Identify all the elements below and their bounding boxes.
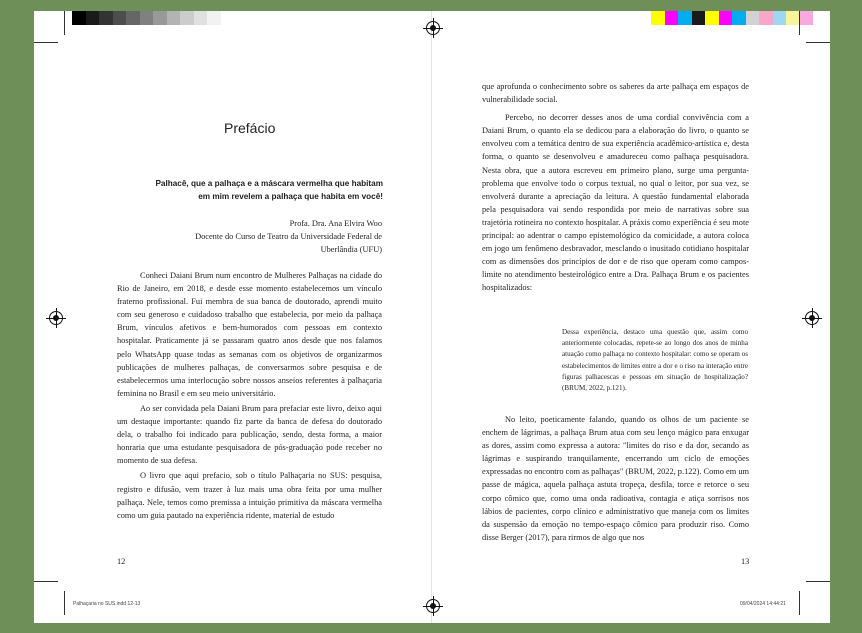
crop-mark [806,581,830,582]
color-swatch [678,11,692,25]
author-name: Profa. Dra. Ana Elvira Woo [289,219,382,228]
slug-timestamp: 09/04/2024 14:44:21 [740,601,786,607]
page-spine [431,11,432,623]
paragraph: que aprofunda o conhecimento sobre os saberes da arte palhaça em espaços de vulnerabilidade social. [482,82,749,105]
color-swatch [759,11,773,25]
registration-mark-icon [426,599,440,613]
registration-mark-icon [49,311,63,325]
color-swatch [86,11,100,25]
page-number-right: 13 [741,557,750,566]
crop-mark [799,591,800,615]
crop-mark [64,591,65,615]
author-block [120,217,382,256]
color-swatch [207,11,221,25]
crop-mark [34,581,58,582]
color-swatch [126,11,140,25]
epigraph-line: em mim revelem a palhaça que habita em você! [198,191,383,201]
color-swatch [72,11,86,25]
slug-filename: Palhaçaria no SUS.indd 12-13 [73,601,141,607]
paragraph: O livro que aqui prefacio, sob o título Palhaçaria no SUS: pesquisa, registro e difusão, vem trazer à luz mais uma obra feita por uma mulher palhaça. Nele, temos como premissa a intuição primitiva da máscara vermelha como um guia pautado na experiência ridente, material de estudo [117,471,382,520]
grayscale-bar [72,11,221,25]
color-swatch [194,11,208,25]
crop-mark [806,42,830,43]
color-swatch [773,11,787,25]
color-swatch [99,11,113,25]
epigraph-line: Palhacê, que a palhaça e a máscara vermelha que habitam [155,179,383,188]
color-swatch [786,11,800,25]
color-swatch [140,11,154,25]
chapter-title: Prefácio [224,120,276,136]
color-swatch [180,11,194,25]
color-swatch [800,11,814,25]
paragraph: Percebo, no decorrer desses anos de uma cordial convivência com a Daiani Brum, o quanto ela se dedicou para a elaboração do livro, o quanto se envolveu com a temática dentro de sua experiência acadêmico-artística e, desta forma, o quanto se desenvolveu e amadureceu como palhaça pesquisadora. Nesta obra, que a autora escreveu em primeiro plano, surge uma pergunta-problema que envolve todo o corpus textual, no qual o leitor, por sua vez, se envolverá durante a apreciação da leitura. A questão fundamental elaborada pela pesquisadora vai sendo respondida por meio de narrativas sobre sua trajetória rotineira no contexto hospitalar. A práxis como experiência é seu mote principal: ao adentrar o campo epistemológico da comicidade, a autora coloca em jogo um fenômeno desbravador, mesclando o inusitado cotidiano hospitalar com as dimensões dos princípios de dor e de riso que operam como campos-limite no atendimento besteirológico entre a Dra. Palhaça Brum e os pacientes hospitalizados: [482,113,749,293]
paragraph: Conheci Daiani Brum num encontro de Mulheres Palhaças na cidade do Rio de Janeiro, em 2018, e desde esse momento estabelecemos um vínculo fraterno profissional. Fui membra de sua banca de doutorado, aprendi muito com seu generoso e cuidadoso trabalho que estabelecia, por meio da palhaça Brum, vínculos afetivos e bem-humorados com pessoas em contexto hospitalar. Praticamente já se passaram quatro anos desde que nos falamos pelo WhatsApp quase todas as semanas com os objetivos de organizarmos publicações de mulheres palhaças, de conversarmos sobre pesquisa e de estabelecermos uma interlocução sobre nossos anseios referentes à palhaçaria feminina no Brasil e em seu meio universitário. [117,271,382,398]
crop-mark [64,11,65,35]
left-page-body [117,269,382,522]
paragraph: Ao ser convidada pela Daiani Brum para prefaciar este livro, deixo aqui um destaque importante: quando fiz parte da banca de defesa do doutorado dela, o trabalho foi indicado para publicação, sendo, desta forma, a maior honraria que uma estudante pesquisadora de pós-graduação pode receber no momento de sua defesa. [117,403,382,466]
paragraph: No leito, poeticamente falando, quando os olhos de um paciente se enchem de lágrimas, a palhaça Brum atua com seu lenço mágico para enxugar as dores, assim como expressa a autora: "limites do riso e da dor, secando as lágrimas e suspirando tranquilamente, encerrando um ciclo de emoções expressadas no encontro com as palhaças" (BRUM, 2022, p.122). Como em um passe de mágica, aquela palhaça astuta tropeça, desfila, torce e retorce o seu corpo cômico que, como uma onda radioativa, contagia e atiça sorrisos nos lábios de pacientes, corpo clínico e administrativo que maneja com os limites da suspensão da emoção no tempo-espaço cômico para produzir riso. Como disse Berger (2017), para rirmos de algo que nos [482,415,749,542]
page-number-left: 12 [117,557,126,566]
color-swatch [665,11,679,25]
right-page-body-top [482,80,749,295]
crop-mark [799,11,800,35]
color-swatch [113,11,127,25]
registration-mark-icon [426,21,440,35]
right-page-body-bottom [482,413,749,544]
author-affiliation: Docente do Curso de Teatro da Universidade Federal de [195,232,382,242]
registration-mark-icon [805,311,819,325]
author-affiliation: Uberlândia (UFU) [320,245,382,255]
crop-mark [34,42,58,43]
color-swatch [651,11,665,25]
color-swatch [705,11,719,25]
color-bar [651,11,813,25]
color-swatch [732,11,746,25]
block-quote: Dessa experiência, destaco uma questão que, assim como anteriormente colocadas, repete-se ao longo dos anos de minha atuação como palhaça no contexto hospitalar: como se operam os estabelecimentos de limites entre a dor e o riso na interação entre figuras palhacescas e pessoas em situação de hospitalização? (BRUM, 2022, p.121). [562,328,748,393]
color-swatch [719,11,733,25]
color-swatch [692,11,706,25]
color-swatch [153,11,167,25]
epigraph [120,178,383,203]
color-swatch [167,11,181,25]
color-swatch [746,11,760,25]
